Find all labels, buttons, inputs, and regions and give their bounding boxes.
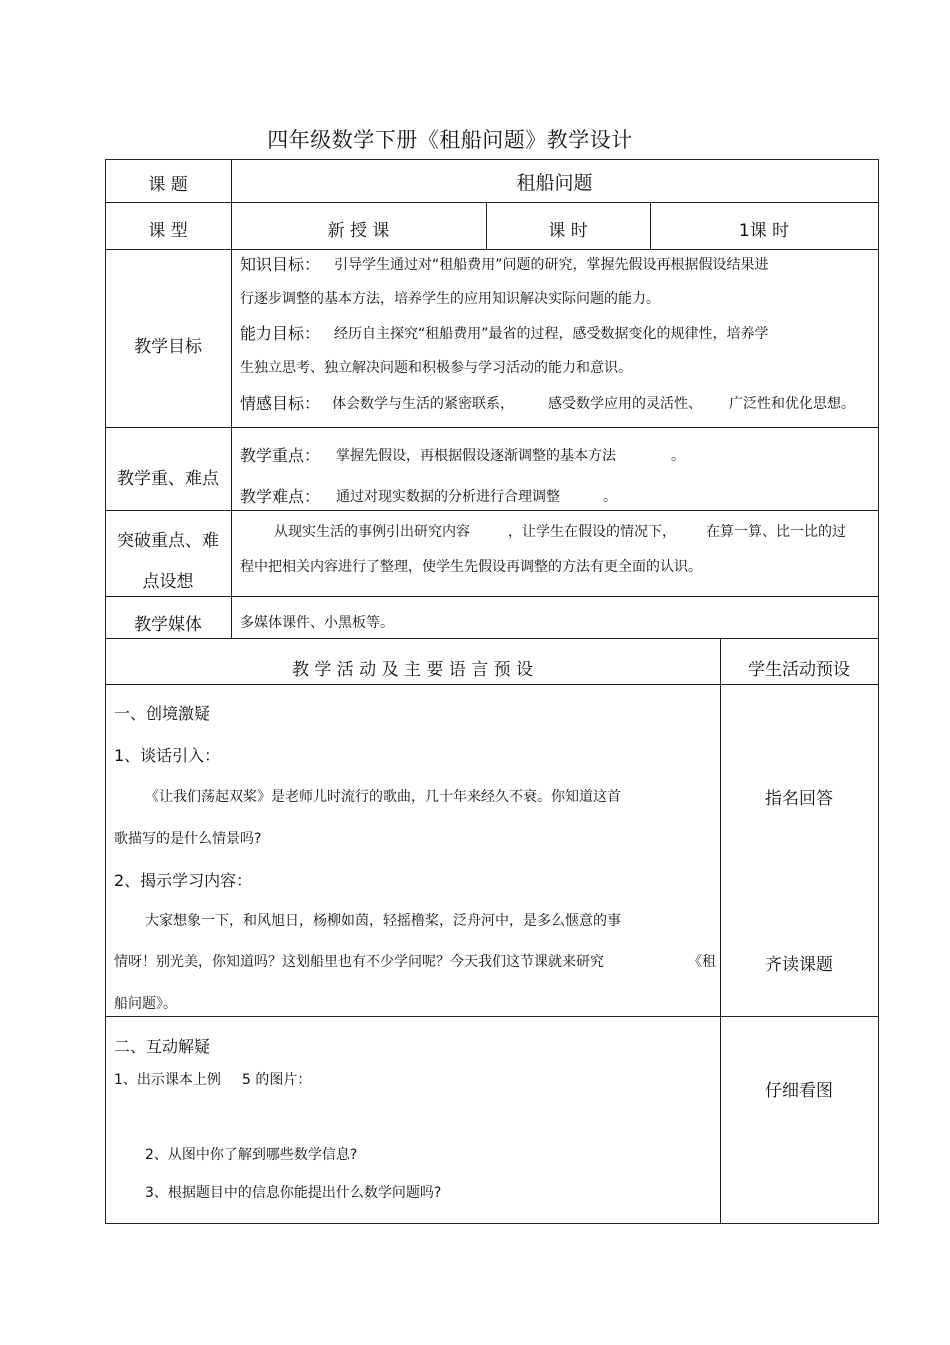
activity-header-right: 学生活动预设 — [748, 660, 850, 680]
student-activity-2: 齐读课题 — [765, 955, 833, 975]
knowledge-goal-heading: 知识目标： — [240, 255, 321, 274]
section2-heading: 二、互动解疑 — [114, 1037, 211, 1056]
ability-goal-heading: 能力目标： — [240, 324, 321, 343]
emotion-goal-heading: 情感目标： — [240, 394, 321, 413]
difficulty-heading: 教学难点： — [240, 487, 321, 506]
emotion-goal-part2: 感受数学应用的灵活性、 — [548, 396, 702, 412]
section1-para1-line2: 歌描写的是什么情景吗? — [114, 831, 262, 847]
section1-para2-line3: 船问题》。 — [114, 996, 177, 1012]
focus-end: 。 — [671, 448, 685, 464]
emotion-goal-part1: 体会数学与生活的紧密联系， — [332, 396, 514, 412]
emotion-goal-part3: 广泛性和优化思想。 — [729, 396, 855, 412]
section1-para2-line1: 大家想象一下，和风旭日，杨柳如茵，轻摇橹桨，泛舟河中，是多么惬意的事 — [145, 913, 621, 929]
difficulty-end: 。 — [603, 489, 617, 505]
knowledge-goal-line2: 行逐步调整的基本方法，培养学生的应用知识解决实际问题的能力。 — [240, 291, 660, 307]
type-value: 新 授 课 — [327, 221, 390, 241]
document-title: 四年级数学下册《租船问题》教学设计 — [267, 128, 633, 152]
section1-para1-line1: 《让我们荡起双桨》是老师儿时流行的歌曲，几十年来经久不衰。你知道这首 — [145, 789, 621, 805]
breakthrough-line1-b: ，让学生在假设的情况下， — [508, 524, 676, 540]
key-points-label: 教学重、难点 — [117, 469, 219, 489]
section1-para2-line2a: 情呀！别光美，你知道吗？这划船里也有不少学问呢？今天我们这节课就来研究 — [114, 954, 604, 970]
focus-text: 掌握先假设，再根据假设逐渐调整的基本方法 — [336, 448, 616, 464]
hours-label: 课 时 — [548, 221, 588, 241]
section2-item3: 3、根据题目中的信息你能提出什么数学问题吗? — [145, 1185, 442, 1201]
type-label: 课 型 — [148, 221, 188, 241]
knowledge-goal-line1: 引导学生通过对“租船费用”问题的研究，掌握先假设再根据假设结果进 — [334, 257, 769, 273]
student-activity-1: 指名回答 — [765, 789, 833, 809]
student-activity-3: 仔细看图 — [765, 1081, 833, 1101]
ability-goal-line2: 生独立思考、独立解决问题和积极参与学习活动的能力和意识。 — [240, 360, 632, 376]
section2-item1-a: 1、出示课本上例 — [114, 1072, 221, 1088]
topic-value: 租船问题 — [516, 172, 593, 194]
difficulty-text: 通过对现实数据的分析进行合理调整 — [336, 489, 560, 505]
breakthrough-line2: 程中把相关内容进行了整理，使学生先假设再调整的方法有更全面的认识。 — [240, 559, 702, 575]
breakthrough-line1-a: 从现实生活的事例引出研究内容 — [274, 524, 470, 540]
goals-label: 教学目标 — [134, 337, 202, 357]
section1-sub1: 1、谈话引入： — [114, 746, 221, 765]
media-label: 教学媒体 — [134, 615, 202, 635]
breakthrough-line1-c: 在算一算、比一比的过 — [706, 524, 846, 540]
section2-item1-b: 5 的图片： — [242, 1072, 312, 1088]
topic-label: 课 题 — [148, 175, 188, 195]
breakthrough-label-line1: 突破重点、难 — [117, 531, 219, 551]
media-value: 多媒体课件、小黑板等。 — [240, 615, 394, 631]
hours-value: 1课 时 — [738, 221, 790, 241]
activity-header-left: 教 学 活 动 及 主 要 语 言 预 设 — [291, 660, 534, 680]
section2-item2: 2、从图中你了解到哪些数学信息? — [145, 1147, 358, 1163]
section1-heading: 一、创境激疑 — [114, 704, 211, 723]
ability-goal-line1: 经历自主探究“租船费用”最省的过程，感受数据变化的规律性，培养学 — [334, 326, 769, 342]
section1-sub2: 2、揭示学习内容： — [114, 871, 253, 890]
focus-heading: 教学重点： — [240, 446, 321, 465]
breakthrough-label-line2: 点设想 — [142, 572, 194, 592]
section1-para2-line2b: 《租 — [688, 954, 716, 970]
